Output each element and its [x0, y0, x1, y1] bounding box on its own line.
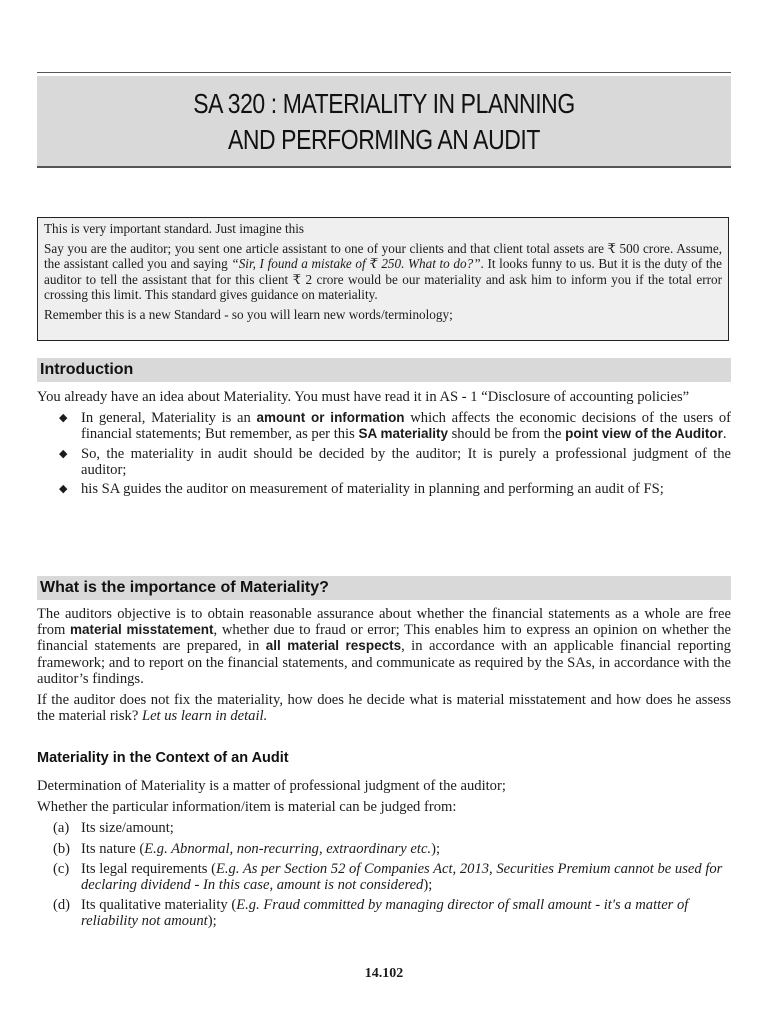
chapter-title-banner	[37, 76, 731, 168]
item-paren: (	[139, 840, 145, 857]
bullet-text: his SA guides the auditor on measurement of materiality in planning and performing an audit of FS;	[81, 481, 664, 498]
top-rule	[37, 72, 731, 73]
chapter-title-line-2: AND PERFORMING AN AUDIT	[227, 124, 541, 155]
item-italic: E.g. Fraud committed by managing director of small amount - it's a matter of reliability not amount	[81, 897, 689, 930]
list-item	[37, 861, 731, 893]
section-heading-introduction: Introduction	[37, 358, 731, 382]
paragraph-text: , whether due to fraud or error; This enables him to express an opinion on whether the financial statements are prepared, in	[37, 622, 731, 655]
introduction-paragraph: You already have an idea about Materiality. You must have read it in AS - 1 “Disclosure of accounting policies”	[37, 389, 690, 405]
bullet-text: .	[722, 426, 727, 443]
item-paren: );	[423, 877, 433, 894]
callout-box	[37, 217, 729, 341]
section-heading-importance: What is the importance of Materiality?	[37, 576, 731, 600]
italic-text: Let us learn in detail.	[141, 708, 268, 725]
context-paragraph-1: Determination of Materiality is a matter of professional judgment of the auditor;	[37, 778, 506, 794]
item-text: Its legal requirements	[81, 860, 212, 877]
item-text: Its size/amount;	[81, 820, 174, 837]
introduction-body	[37, 389, 731, 500]
context-body	[37, 778, 731, 934]
diamond-bullet-icon: ◆	[59, 483, 68, 496]
item-text: Its nature	[81, 840, 140, 857]
materiality-criteria-list	[37, 820, 731, 929]
chapter-title-line-1: SA 320 : MATERIALITY IN PLANNING	[193, 88, 575, 119]
importance-body	[37, 606, 731, 729]
item-text: Its qualitative materiality	[81, 897, 232, 914]
list-item	[37, 841, 731, 857]
callout-line-1: This is very important standard. Just imagine this	[44, 221, 305, 236]
item-paren: (	[211, 860, 216, 877]
callout-quote: “Sir, I found a mistake of ₹ 250. What to do?”	[231, 256, 481, 272]
list-marker: (b)	[53, 840, 71, 857]
bold-term: SA materiality	[358, 426, 448, 442]
bold-term: point view of the Auditor	[565, 426, 723, 442]
item-italic: E.g. As per Section 52 of Companies Act, 2013, Securities Premium cannot be used for declaring dividend - In this case, amount is not considered	[81, 860, 723, 894]
item-paren: (	[231, 897, 237, 914]
list-item	[37, 897, 731, 929]
bullet-text: In general, Materiality is an	[81, 410, 257, 427]
callout-text-b: . It looks funny to us. But it is the duty of the auditor to tell the assistant that for this client ₹ 2 crore would be our materiality and ask him to inform you if the total error crossing this limit. This standard gives guidance on materiality.	[44, 256, 722, 303]
bullet-text: which affects the economic decisions of the users of financial statements; But remember, as per this	[81, 410, 731, 443]
item-paren: );	[207, 913, 217, 930]
callout-line-3: Remember this is a new Standard - so you will learn new words/terminology;	[44, 306, 453, 322]
bold-term: amount or information	[256, 410, 405, 426]
importance-paragraph-1	[37, 606, 731, 687]
page-number: 14.102	[364, 966, 404, 981]
item-paren: );	[431, 840, 440, 857]
list-marker: (c)	[53, 860, 70, 877]
introduction-bullet-list	[37, 410, 731, 497]
paragraph-text: , in accordance with an applicable financial reporting framework; and to report on the financial statements, and communicate as required by the SAs, in accordance with the auditor’s findings.	[37, 638, 731, 687]
bullet-text: should be from the	[447, 426, 566, 443]
list-item	[37, 446, 731, 478]
list-marker: (a)	[53, 820, 70, 837]
list-item	[37, 820, 731, 836]
context-paragraph-2: Whether the particular information/item is material can be judged from:	[37, 799, 457, 816]
list-item	[37, 481, 731, 497]
bold-term: all material respects	[265, 638, 402, 654]
subheading-materiality-context: Materiality in the Context of an Audit	[37, 750, 289, 766]
list-marker: (d)	[53, 897, 71, 914]
importance-paragraph-2	[37, 692, 731, 724]
bullet-text: So, the materiality in audit should be decided by the auditor; It is purely a professional judgment of the auditor;	[81, 445, 731, 478]
callout-text-a: Say you are the auditor; you sent one article assistant to one of your clients and that client total assets are ₹ 500 crore. Assume, the assistant called you and saying	[44, 240, 722, 272]
callout-paragraph	[44, 241, 722, 303]
paragraph-text: If the auditor does not fix the materiality, how does he decide what is material misstatement and how does he assess the material risk?	[37, 692, 731, 725]
paragraph-text: The auditors objective is to obtain reasonable assurance about whether the financial statements as a whole are free from	[37, 606, 731, 639]
item-italic: E.g. Abnormal, non-recurring, extraordinary etc.	[144, 840, 432, 857]
diamond-bullet-icon: ◆	[59, 447, 68, 460]
diamond-bullet-icon: ◆	[59, 412, 68, 425]
bold-term: material misstatement	[70, 622, 214, 638]
list-item	[37, 410, 731, 442]
